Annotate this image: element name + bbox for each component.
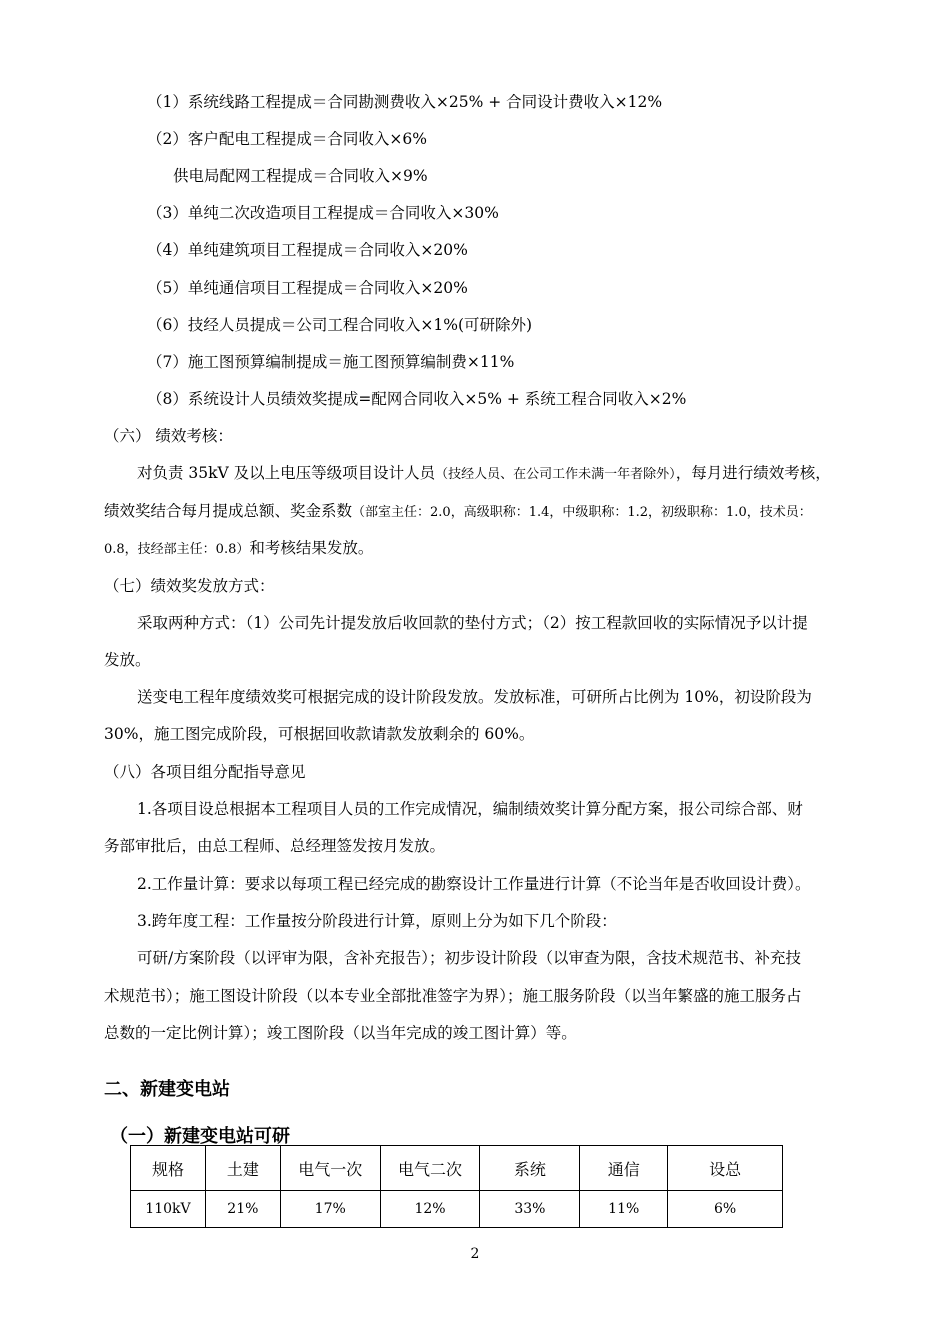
heading-new-substation: 二、新建变电站 xyxy=(104,1079,230,1100)
section7-line2: 发放。 xyxy=(104,651,151,669)
formula-2: （2）客户配电工程提成＝合同收入×6% xyxy=(147,130,427,148)
table-header-cell: 电气二次 xyxy=(380,1146,480,1191)
table-cell: 33% xyxy=(480,1191,580,1228)
section8-title: （八）各项目组分配指导意见 xyxy=(104,763,306,781)
formula-7: （7）施工图预算编制提成＝施工图预算编制费×11% xyxy=(147,353,515,371)
section7-line1: 采取两种方式：（1）公司先计提发放后收回款的垫付方式；（2）按工程款回收的实际情况予以计提 xyxy=(137,614,808,632)
page-number: 2 xyxy=(470,1246,480,1262)
section6-title: （六） 绩效考核： xyxy=(104,427,233,445)
section8-line2: 务部审批后，由总工程师、总经理签发按月发放。 xyxy=(104,837,446,855)
section8-line6: 术规范书）；施工图设计阶段（以本专业全部批准签字为界）；施工服务阶段（以当年繁盛的施工服务占 xyxy=(104,987,802,1005)
section8-line5: 可研/方案阶段（以评审为限，含补充报告）；初步设计阶段（以审查为限，含技术规范书、补充技 xyxy=(137,949,801,967)
table-cell: 6% xyxy=(668,1191,783,1228)
table-cell: 12% xyxy=(380,1191,480,1228)
formula-8: （8）系统设计人员绩效奖提成=配网合同收入×5% + 系统工程合同收入×2% xyxy=(147,390,687,408)
table-header-cell: 规格 xyxy=(131,1146,206,1191)
heading-feasibility: （一）新建变电站可研 xyxy=(110,1126,290,1147)
section6-line2: 绩效奖结合每月提成总额、奖金系数（部室主任：2.0，高级职称：1.4，中级职称：1.2，初级职称：1.0，技术员： xyxy=(104,502,812,520)
table-header-row xyxy=(131,1146,783,1191)
table-cell: 11% xyxy=(580,1191,668,1228)
formula-1: （1）系统线路工程提成＝合同勘测费收入×25% + 合同设计费收入×12% xyxy=(147,93,663,111)
section8-line1: 1.各项目设总根据本工程项目人员的工作完成情况，编制绩效奖计算分配方案，报公司综合部、财 xyxy=(137,800,803,818)
section7-title: （七）绩效奖发放方式： xyxy=(104,577,275,595)
section6-line3: 0.8，技经部主任：0.8）和考核结果发放。 xyxy=(104,539,374,557)
section7-line3: 送变电工程年度绩效奖可根据完成的设计阶段发放。发放标准，可研所占比例为 10%，初设阶段为 xyxy=(137,688,812,706)
table-header-cell: 土建 xyxy=(205,1146,280,1191)
table-cell: 21% xyxy=(205,1191,280,1228)
table-cell: 17% xyxy=(280,1191,380,1228)
formula-5: （5）单纯通信项目工程提成＝合同收入×20% xyxy=(147,279,468,297)
ratio-table xyxy=(130,1145,783,1228)
formula-3: （3）单纯二次改造项目工程提成＝合同收入×30% xyxy=(147,204,499,222)
table-header-cell: 系统 xyxy=(480,1146,580,1191)
table-header-cell: 电气一次 xyxy=(280,1146,380,1191)
formula-6: （6）技经人员提成＝公司工程合同收入×1%(可研除外) xyxy=(147,316,533,334)
table-cell: 110kV xyxy=(131,1191,206,1228)
section8-line3: 2.工作量计算：要求以每项工程已经完成的勘察设计工作量进行计算（不论当年是否收回设计费）。 xyxy=(137,875,811,893)
formula-4: （4）单纯建筑项目工程提成＝合同收入×20% xyxy=(147,241,468,259)
formula-2b: 供电局配网工程提成＝合同收入×9% xyxy=(173,167,428,185)
section6-line1: 对负责 35kV 及以上电压等级项目设计人员（技经人员、在公司工作未满一年者除外），每月进行绩效考核， xyxy=(137,464,831,482)
section8-line4: 3.跨年度工程：工作量按分阶段进行计算，原则上分为如下几个阶段： xyxy=(137,912,617,930)
section7-line4: 30%，施工图完成阶段，可根据回收款请款发放剩余的 60%。 xyxy=(104,725,535,743)
section8-line7: 总数的一定比例计算）；竣工图阶段（以当年完成的竣工图计算）等。 xyxy=(104,1024,577,1042)
table-header-cell: 设总 xyxy=(668,1146,783,1191)
table-row xyxy=(131,1191,783,1228)
table-header-cell: 通信 xyxy=(580,1146,668,1191)
